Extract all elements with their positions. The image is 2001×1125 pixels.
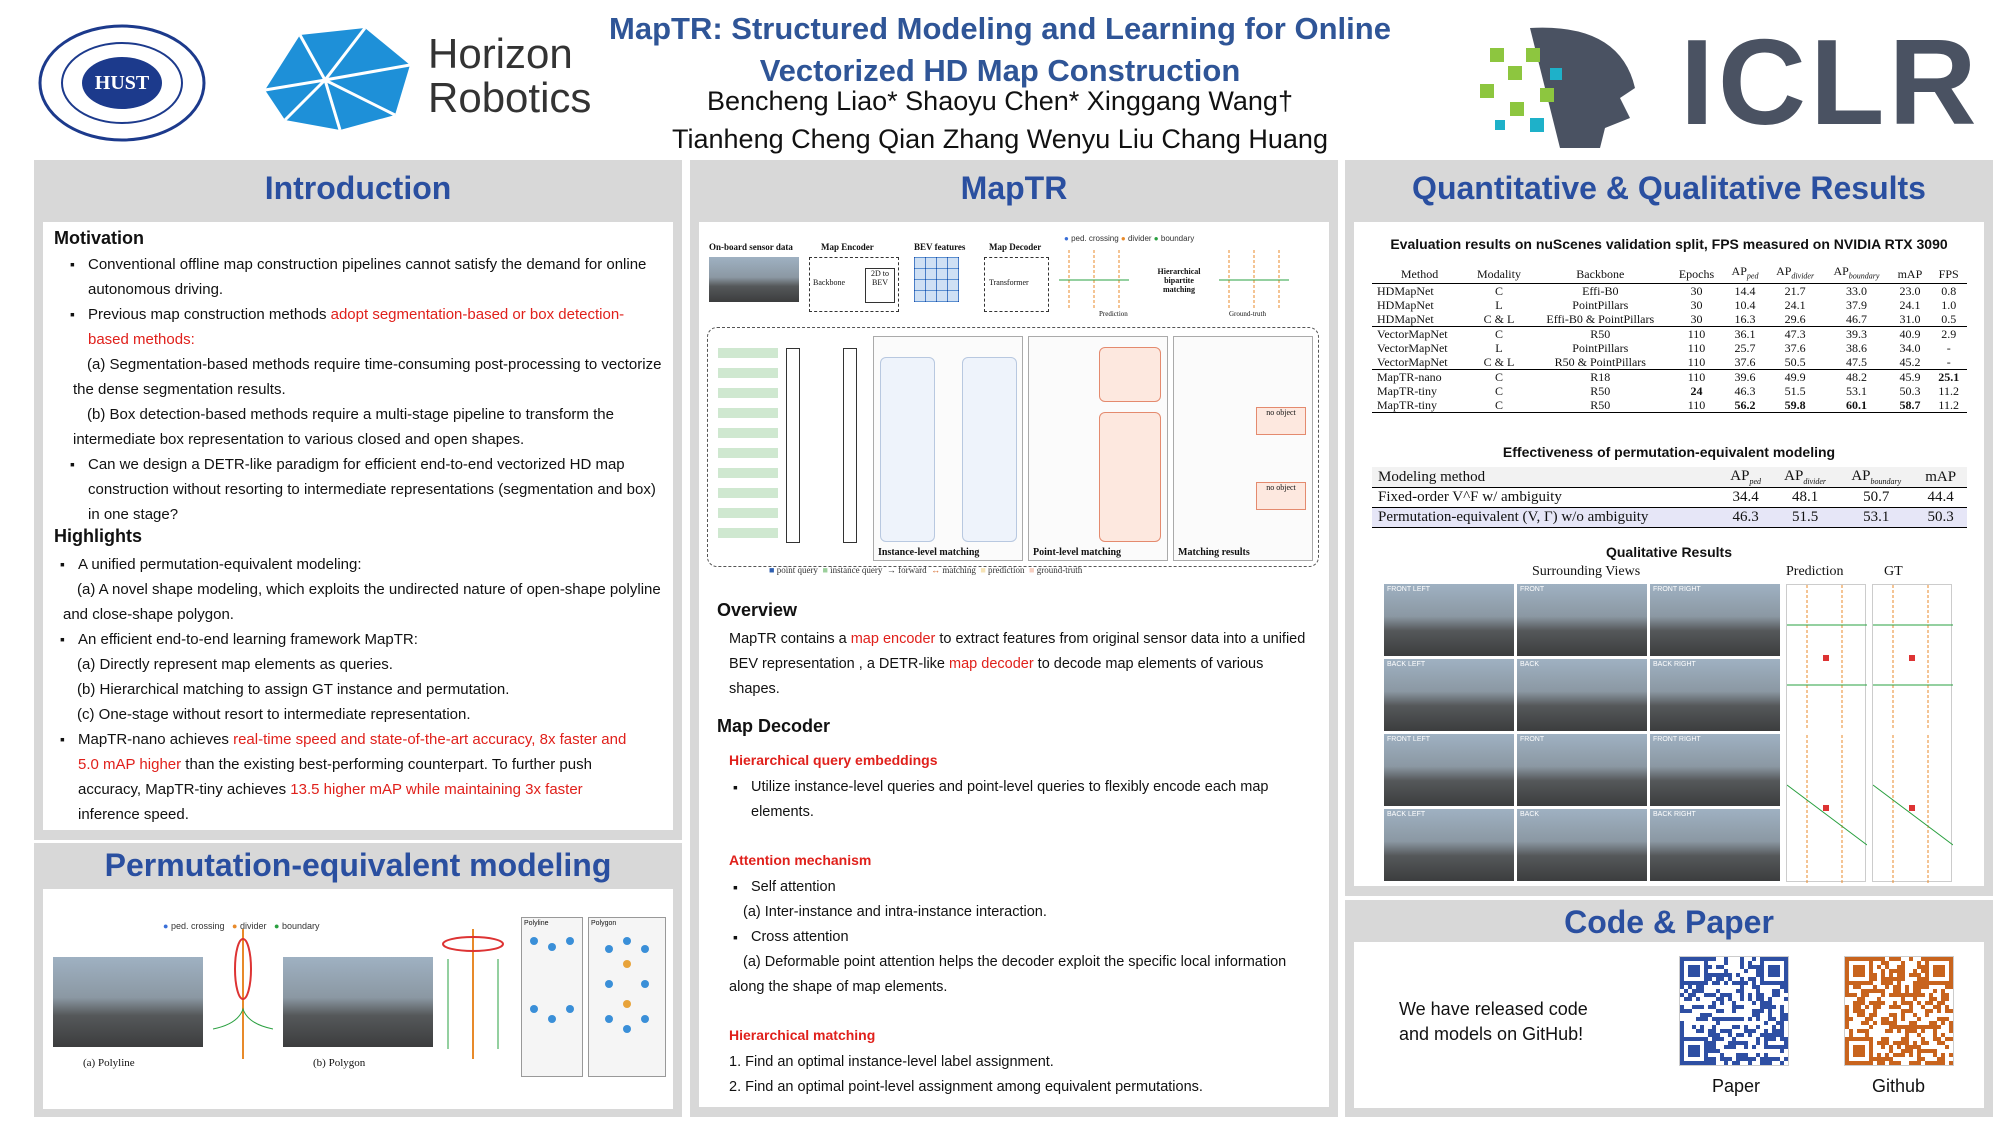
table1-cell: 2.9 (1930, 327, 1967, 342)
table1-cell: 34.0 (1899, 341, 1921, 356)
camera-view-image (1517, 659, 1647, 731)
table1-cell: 39.6 (1723, 370, 1767, 385)
hqe-bullet: ▪ Utilize instance-level queries and point-level queries to flexibly encode each map elements. (751, 775, 1306, 825)
overview-heading: Overview (717, 600, 798, 620)
fig-gt-map (1219, 250, 1289, 310)
table1-header-8: FPS (1930, 264, 1967, 284)
table1-cell: 31.0 (1899, 312, 1921, 327)
results-body (1354, 222, 1984, 886)
overview-text: MapTR contains a map encoder to extract features from original sensor data into a unified BEV representation , a DETR-like map decoder to decode map elements of various shapes. (729, 631, 1306, 697)
highlights-heading: Highlights (54, 526, 142, 546)
table1-cell: Effi-B0 (1582, 284, 1619, 299)
camera-view-label: FRONT RIGHT (1653, 736, 1701, 743)
table1-cell: 53.1 (1845, 384, 1867, 399)
code-paper-body (1354, 942, 1984, 1108)
table1-cell: HDMapNet (1377, 312, 1434, 327)
camera-view-label: FRONT RIGHT (1653, 586, 1701, 593)
table1-cell: 45.9 (1889, 370, 1930, 385)
table1-cell: 110 (1687, 341, 1706, 356)
fig-sensor-images (709, 257, 799, 302)
table1-cell: 50.5 (1784, 355, 1806, 370)
results-table (1372, 264, 1967, 413)
motivation-heading: Motivation (54, 228, 144, 248)
camera-view-image (1517, 584, 1647, 656)
table2-cell: 50.3 (1914, 508, 1967, 528)
table1-cell: 0.5 (1941, 312, 1957, 327)
table2-header-0: Modeling method (1372, 467, 1719, 488)
camera-view-image (1517, 809, 1647, 881)
table1-header-0: Method (1372, 264, 1467, 284)
fig-encoder-box: Backbone 2D to BEV (809, 257, 899, 312)
hier-matching-heading: Hierarchical matching (729, 1027, 876, 1043)
results-panel (1345, 160, 1993, 896)
fig-head (843, 348, 857, 543)
polygon-camera-image (283, 957, 433, 1047)
table1-cell: 45.2 (1899, 355, 1921, 370)
cross-attention-sub: (a) Deformable point attention helps the decoder exploit the specific local information along the shape of map elements. (729, 954, 1287, 995)
table1-cell: 0.8 (1941, 284, 1957, 299)
table1-cell: 40.9 (1889, 327, 1930, 342)
self-attention-sub: (a) Inter-instance and intra-instance interaction. (743, 904, 1047, 920)
table2-header-4: mAP (1914, 467, 1967, 488)
table1-row (1372, 355, 1967, 370)
maptr-panel (690, 160, 1338, 1117)
fig-decoder-box: Transformer (984, 257, 1049, 312)
table1-cell: L (1495, 341, 1503, 356)
table1-cell: 25.7 (1734, 341, 1756, 356)
table2-cell: 51.5 (1772, 508, 1838, 528)
table1-row (1372, 384, 1967, 398)
iclr-logo-text: ICLR (1680, 14, 1981, 150)
camera-view-image (1650, 809, 1780, 881)
horizon-brain-icon (245, 20, 420, 140)
highlight-1a: (a) A novel shape modeling, which exploits the undirected nature of open-shape polyline and close-shape polygon. (63, 581, 661, 623)
table1-cell: 21.7 (1784, 284, 1806, 299)
table2-cell: Fixed-order V^F w/ ambiguity (1372, 488, 1719, 508)
table1-cell: PointPillars (1572, 298, 1629, 313)
table1-cell: Effi-B0 & PointPillars (1546, 312, 1655, 327)
table1-cell: C & L (1483, 312, 1515, 327)
camera-view-label: BACK RIGHT (1653, 661, 1696, 668)
table1-cell: 110 (1687, 355, 1706, 370)
table1-cell: 58.7 (1899, 398, 1921, 413)
table1-cell: 48.2 (1823, 370, 1889, 385)
table1-cell: MapTR-tiny (1377, 384, 1437, 399)
hust-seal-text: HUST (94, 72, 150, 94)
motivation-sub-a: (a) Segmentation-based methods require time-consuming post-processing to vectorize the dense segmentation results. (73, 356, 662, 398)
surround-views-label: Surrounding Views (1532, 564, 1641, 579)
hier-matching-2: 2. Find an optimal point-level assignment among equivalent permutations. (729, 1079, 1203, 1095)
camera-view-image (1384, 809, 1514, 881)
table1-header-6: $AP_{boundary}$ (1823, 264, 1889, 284)
highlight-2b: (b) Hierarchical matching to assign GT instance and permutation. (77, 681, 510, 698)
poster-header (0, 0, 2001, 160)
introduction-title: Introduction (264, 170, 452, 206)
table1-cell: 38.6 (1845, 341, 1867, 356)
table1-cell: C (1494, 284, 1503, 299)
permutation-figure (43, 889, 673, 1109)
qualitative-caption: Qualitative Results (1605, 544, 1733, 560)
results-title: Quantitative & Qualitative Results (1412, 170, 1926, 206)
table2-header-3: $AP_{boundary}$ (1838, 467, 1914, 488)
table1-cell: VectorMapNet (1377, 341, 1448, 356)
fig-prediction-label: Prediction (1099, 310, 1128, 318)
table1-cell: PointPillars (1572, 341, 1629, 356)
table2-cell: 53.1 (1838, 508, 1914, 528)
table2-caption: Effectiveness of permutation-equivalent modeling (1502, 444, 1836, 460)
camera-view-label: FRONT LEFT (1387, 586, 1431, 593)
table2-header-2: $AP_{divider}$ (1772, 467, 1838, 488)
prediction-maps (1786, 584, 1866, 882)
table1-cell: VectorMapNet (1372, 327, 1467, 342)
table1-row (1372, 398, 1967, 413)
surround-views-grid (1384, 584, 1780, 882)
table1-cell: 33.0 (1845, 284, 1867, 299)
permutation-table (1372, 467, 1967, 528)
permutation-title: Permutation-equivalent modeling (104, 847, 612, 883)
table2-cell: Permutation-equivalent (V, Γ) w/o ambiguity (1372, 508, 1719, 528)
table2-cell: 46.3 (1719, 508, 1772, 528)
highlight-bullet-1: ▪ A unified permutation-equivalent modeling: (78, 552, 658, 577)
table1-header-2: Backbone (1531, 264, 1670, 284)
table1-cell: 59.8 (1784, 398, 1806, 413)
camera-view-label: BACK (1520, 661, 1540, 668)
code-paper-panel (1345, 900, 1993, 1117)
polyline-bev-sketch (213, 929, 273, 1059)
highlight-2a: (a) Directly represent map elements as queries. (77, 656, 393, 673)
code-release-text: We have released code and models on GitHub! (1399, 999, 1588, 1044)
camera-view-image (1650, 734, 1780, 806)
camera-view-image (1384, 734, 1514, 806)
table1-cell: R50 (1531, 327, 1670, 342)
fig-bottom-legend: ■ point query ■ instance query → forward ↔ matching ■ prediction ■ ground-truth (769, 565, 1083, 575)
table2-cell: 48.1 (1772, 488, 1838, 508)
table1-header-5: $AP_{divider}$ (1767, 264, 1824, 284)
highlight-2c: (c) One-stage without resort to intermediate representation. (77, 706, 471, 723)
poster-title: MapTR: Structured Modeling and Learning for Online Vectorized HD Map Construction (609, 11, 1391, 88)
table1-row (1372, 341, 1967, 355)
fig-onboard-label: On-board sensor data (709, 242, 793, 252)
camera-view-image (1650, 659, 1780, 731)
fig-gt-label: Ground-truth (1229, 310, 1266, 318)
fig-decoder-label: Map Decoder (989, 242, 1042, 252)
table1-cell: 47.3 (1767, 327, 1824, 342)
table1-row (1372, 284, 1967, 299)
table1-cell: 37.9 (1845, 298, 1867, 313)
table1-caption: Evaluation results on nuScenes validation split, FPS measured on NVIDIA RTX 3090 (1390, 236, 1948, 252)
authors: Bencheng Liao* Shaoyu Chen* Xinggang Wang† Tianheng Cheng Qian Zhang Wenyu Liu Chang Huang (672, 86, 1328, 154)
table1-cell: C (1467, 370, 1531, 385)
table1-cell: 51.5 (1784, 384, 1806, 399)
fig-decoder-layer (786, 348, 800, 543)
table1-cell: HDMapNet (1377, 298, 1434, 313)
table1-cell: MapTR-tiny (1377, 398, 1437, 413)
table1-header-3: Epochs (1670, 264, 1723, 284)
fig-encoder-label: Map Encoder (821, 242, 874, 252)
table1-cell: MapTR-nano (1372, 370, 1467, 385)
cross-attention-bullet: ▪ Cross attention (751, 925, 849, 950)
table1-cell: HDMapNet (1377, 284, 1434, 299)
prediction-label: Prediction (1786, 564, 1844, 579)
table2-cell: 50.7 (1838, 488, 1914, 508)
table2-header-1: $AP_{ped}$ (1719, 467, 1772, 488)
table1-cell: 56.2 (1734, 398, 1756, 413)
camera-view-label: BACK LEFT (1387, 661, 1426, 668)
fig-matching-results: Matching results no object no object (1173, 336, 1313, 561)
table1-cell: 39.3 (1823, 327, 1889, 342)
camera-view-label: FRONT (1520, 736, 1545, 743)
fig-decoder-detail (707, 327, 1319, 567)
table1-cell: 11.2 (1938, 384, 1959, 399)
table1-cell: R50 (1590, 384, 1611, 399)
camera-view-label: BACK RIGHT (1653, 811, 1696, 818)
table1-cell: R18 (1531, 370, 1670, 385)
motivation-sub-b: (b) Box detection-based methods require a multi-stage pipeline to transform the intermediate box representation to various closed and open shapes. (73, 406, 614, 448)
table1-cell: 110 (1670, 327, 1723, 342)
paper-qr-code[interactable] (1679, 956, 1789, 1066)
table1-cell: 24 (1690, 384, 1703, 399)
hier-matching-1: 1. Find an optimal instance-level label assignment. (729, 1054, 1054, 1070)
mini-polyline-panel: Polyline (521, 917, 583, 1077)
github-link[interactable]: Github (1872, 1076, 1926, 1096)
camera-view-image (1650, 584, 1780, 656)
table1-cell: 14.4 (1734, 284, 1756, 299)
table1-cell: 60.1 (1845, 398, 1867, 413)
table1-cell: C & L (1483, 355, 1515, 370)
table2-row (1372, 488, 1967, 508)
github-qr-code[interactable] (1844, 956, 1954, 1066)
table1-cell: 30 (1690, 312, 1703, 327)
table1-cell: 29.6 (1784, 312, 1806, 327)
introduction-body (43, 222, 673, 830)
map-decoder-heading: Map Decoder (717, 716, 831, 736)
table1-cell: 16.3 (1734, 312, 1756, 327)
table1-cell: 11.2 (1938, 398, 1959, 413)
fig-instance-matching: Instance-level matching (873, 336, 1023, 561)
maptr-title: MapTR (960, 170, 1068, 206)
table1-cell: 23.0 (1899, 284, 1921, 299)
polyline-camera-image (53, 957, 203, 1047)
table1-row (1372, 312, 1967, 327)
table1-row (1372, 327, 1967, 342)
table1-cell: 46.7 (1845, 312, 1867, 327)
hqe-heading: Hierarchical query embeddings (729, 752, 938, 768)
caption-polyline: (a) Polyline (83, 1057, 135, 1069)
fig-queries (718, 348, 778, 543)
camera-view-label: BACK (1520, 811, 1540, 818)
highlight-bullet-2: ▪ An efficient end-to-end learning framework MapTR: (78, 627, 658, 652)
fig-bev-grid (914, 257, 959, 302)
camera-view-image (1384, 584, 1514, 656)
introduction-panel (34, 160, 682, 840)
attention-heading: Attention mechanism (729, 852, 872, 868)
table1-cell: 110 (1687, 398, 1706, 413)
table1-cell: 37.6 (1734, 355, 1756, 370)
table1-cell: R50 & PointPillars (1554, 355, 1646, 370)
table1-cell: 24.1 (1784, 298, 1806, 313)
table1-header-4: $AP_{ped}$ (1723, 264, 1767, 284)
motivation-bullet-1: ▪ Conventional offline map construction pipelines cannot satisfy the demand for online autonomous driving. (88, 252, 658, 302)
table1-cell: C (1494, 384, 1503, 399)
table2-cell: 44.4 (1914, 488, 1967, 508)
table2-cell: 34.4 (1719, 488, 1772, 508)
iclr-head-icon (1470, 18, 1650, 153)
gt-label: GT (1884, 564, 1903, 579)
motivation-bullet-2: ▪ Previous map construction methods adopt segmentation-based or box detection-based methods: (88, 302, 658, 352)
table1-cell: 46.3 (1734, 384, 1756, 399)
table1-header-1: Modality (1467, 264, 1531, 284)
table1-cell: - (1946, 341, 1951, 356)
self-attention-bullet: ▪ Self attention (751, 875, 836, 900)
table1-cell: C (1494, 398, 1503, 413)
camera-view-image (1517, 734, 1647, 806)
table1-cell: 36.1 (1723, 327, 1767, 342)
code-paper-title: Code & Paper (1564, 904, 1774, 940)
maptr-body (699, 222, 1329, 1107)
camera-view-label: FRONT LEFT (1387, 736, 1431, 743)
table1-cell: 50.3 (1899, 384, 1921, 399)
table1-cell: 37.6 (1784, 341, 1806, 356)
caption-polygon: (b) Polygon (313, 1057, 366, 1069)
table2-row (1372, 508, 1967, 528)
table1-cell: 110 (1670, 370, 1723, 385)
table1-cell: L (1495, 298, 1503, 313)
camera-view-label: BACK LEFT (1387, 811, 1426, 818)
hust-logo (38, 24, 206, 142)
table1-cell: 25.1 (1930, 370, 1967, 385)
table1-cell: - (1946, 355, 1951, 370)
table1-row (1372, 370, 1967, 385)
table1-cell: 1.0 (1941, 298, 1957, 313)
polygon-bev-sketch (438, 929, 508, 1059)
motivation-bullet-3: ▪ Can we design a DETR-like paradigm for efficient end-to-end vectorized HD map construction without resorting to intermediate representations (segmentation and box) in one stage? (88, 452, 658, 527)
fig-legend: ● ped. crossing ● divider ● boundary (1064, 234, 1195, 243)
mini-polygon-panel: Polygon (588, 917, 666, 1077)
table1-cell: 10.4 (1734, 298, 1756, 313)
table1-cell: 47.5 (1845, 355, 1867, 370)
camera-view-image (1384, 659, 1514, 731)
paper-link[interactable]: Paper (1712, 1076, 1761, 1096)
fig-bev-label: BEV features (914, 242, 966, 252)
table1-cell: 30 (1690, 298, 1703, 313)
highlight-bullet-3: ▪ MapTR-nano achieves real-time speed and state-of-the-art accuracy, 8x faster and 5.0 mAP higher than the existing best-performing counterpart. To further push accuracy, MapTR-tiny achieves 13.5 higher mAP while maintaining 3x faster inference speed. (78, 727, 643, 827)
gt-maps (1872, 584, 1952, 882)
fig-hier-label: Hierarchical bipartite matching (1157, 267, 1201, 294)
table1-cell: 49.9 (1767, 370, 1824, 385)
table1-cell: VectorMapNet (1377, 355, 1448, 370)
table1-row (1372, 298, 1967, 312)
table1-cell: C (1467, 327, 1531, 342)
fig-pred-map (1059, 250, 1129, 310)
horizon-robotics-logo-text: Horizon Robotics (428, 30, 592, 121)
perm-legend: ● ped. crossing ● divider ● boundary (163, 921, 320, 931)
table1-cell: R50 (1590, 398, 1611, 413)
camera-view-label: FRONT (1520, 586, 1545, 593)
table1-cell: 24.1 (1899, 298, 1921, 313)
fig-point-matching: Point-level matching (1028, 336, 1168, 561)
table1-cell: 30 (1690, 284, 1703, 299)
table1-header-7: mAP (1889, 264, 1930, 284)
permutation-panel (34, 843, 682, 1117)
